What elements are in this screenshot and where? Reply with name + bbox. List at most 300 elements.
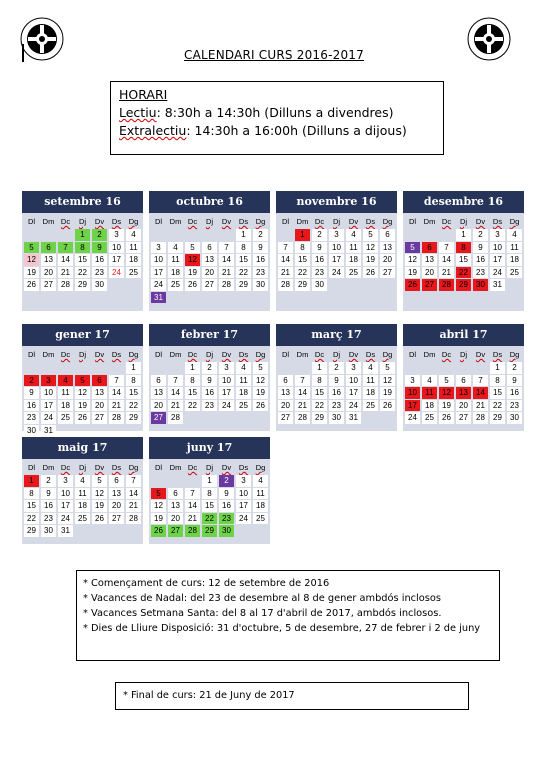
- horari-box: [110, 81, 444, 155]
- day-cell: 2: [202, 362, 217, 374]
- day-cell: 14: [439, 254, 454, 266]
- day-cell: 10: [346, 375, 361, 387]
- day-of-week-label: Dg: [255, 217, 266, 226]
- day-cell: 2: [507, 362, 522, 374]
- day-cell: 16: [507, 387, 522, 399]
- day-cell: 28: [58, 279, 73, 291]
- day-cell: 26: [253, 400, 268, 412]
- day-cell: 10: [58, 488, 73, 500]
- day-cell: 12: [380, 375, 395, 387]
- note-easter: * Vacances Setmana Santa: del 8 al 17 d'abril de 2017, ambdós inclosos.: [83, 608, 442, 619]
- note-start: * Començament de curs: 12 de setembre de 2016: [83, 578, 330, 589]
- day-of-week-label: Dg: [509, 350, 520, 359]
- day-cell: 18: [126, 254, 141, 266]
- day-cell: 21: [219, 267, 234, 279]
- day-of-week-label: Dg: [382, 217, 393, 226]
- day-cell: 19: [185, 267, 200, 279]
- day-cell: 9: [329, 375, 344, 387]
- day-cell: 7: [126, 475, 141, 487]
- day-cell: 12: [253, 375, 268, 387]
- day-cell: 21: [473, 400, 488, 412]
- day-cell: 21: [126, 500, 141, 512]
- day-cell: 26: [439, 412, 454, 424]
- day-cell: 3: [219, 362, 234, 374]
- day-cell: 15: [202, 500, 217, 512]
- day-cell-red: 3: [41, 375, 56, 387]
- day-cell: 29: [490, 412, 505, 424]
- day-cell-red: 22: [456, 267, 471, 279]
- day-cell: 29: [75, 279, 90, 291]
- day-cell: 17: [490, 254, 505, 266]
- day-cell-green: 8: [75, 242, 90, 254]
- empty-day-cell: [473, 362, 488, 374]
- day-cell: 18: [58, 400, 73, 412]
- day-cell-red: 2: [24, 375, 39, 387]
- day-cell: 22: [490, 400, 505, 412]
- day-cell: 10: [151, 254, 166, 266]
- month-title: gener 17: [22, 324, 143, 346]
- day-cell: 10: [490, 242, 505, 254]
- day-cell: 15: [185, 387, 200, 399]
- day-cell: 2: [41, 475, 56, 487]
- day-cell-red: 5: [75, 375, 90, 387]
- day-of-week-label: Dl: [154, 463, 163, 472]
- day-cell: 14: [109, 387, 124, 399]
- day-cell: 3: [346, 362, 361, 374]
- day-of-week-label: Dc: [60, 217, 71, 226]
- day-cell: 1: [312, 362, 327, 374]
- day-cell: 20: [151, 400, 166, 412]
- day-cell: 17: [236, 500, 251, 512]
- month-title: setembre 16: [22, 191, 143, 213]
- day-cell: 13: [109, 488, 124, 500]
- day-cell: 3: [490, 229, 505, 241]
- day-cell: 30: [92, 279, 107, 291]
- day-cell: 27: [41, 279, 56, 291]
- day-cell: 3: [109, 229, 124, 241]
- day-cell: 31: [490, 279, 505, 291]
- note-free-days: * Dies de Lliure Disposició: 31 d'octubre, 5 de desembre, 27 de febrer i 2 de juny: [83, 623, 481, 634]
- empty-day-cell: [151, 229, 166, 241]
- empty-day-cell: [168, 475, 183, 487]
- day-cell-red: 4: [58, 375, 73, 387]
- empty-day-cell: [151, 362, 166, 374]
- month-calendar: [276, 324, 397, 431]
- month-calendar: [149, 437, 270, 544]
- note-christmas: * Vacances de Nadal: del 23 de desembre al 8 de gener ambdós inclosos: [83, 593, 441, 604]
- day-cell: 8: [236, 242, 251, 254]
- day-cell-green: 27: [168, 525, 183, 537]
- day-cell: 17: [346, 387, 361, 399]
- day-of-week-label: Dl: [281, 217, 290, 226]
- day-cell: 19: [151, 513, 166, 525]
- day-cell: 18: [253, 500, 268, 512]
- day-cell: 9: [473, 242, 488, 254]
- month-title: novembre 16: [276, 191, 397, 213]
- day-cell: 14: [185, 500, 200, 512]
- day-of-week-label: Dl: [27, 217, 36, 226]
- day-cell: 22: [24, 513, 39, 525]
- day-cell: 4: [507, 229, 522, 241]
- day-cell: 3: [329, 229, 344, 241]
- day-cell: 16: [41, 500, 56, 512]
- month-days-grid: [403, 346, 524, 426]
- day-cell: 4: [126, 229, 141, 241]
- day-of-week-label: Dg: [255, 350, 266, 359]
- day-cell: 24: [58, 513, 73, 525]
- day-cell: 29: [126, 412, 141, 424]
- day-cell: 24: [490, 267, 505, 279]
- day-cell: 19: [92, 500, 107, 512]
- day-cell: 13: [151, 387, 166, 399]
- day-cell: 3: [236, 475, 251, 487]
- day-cell: 24: [41, 412, 56, 424]
- day-of-week-label: Dg: [128, 463, 139, 472]
- day-of-week-label: Ds: [365, 350, 376, 359]
- day-cell: 7: [219, 242, 234, 254]
- day-cell: 8: [202, 488, 217, 500]
- day-cell: 16: [202, 387, 217, 399]
- day-of-week-label: Dl: [408, 217, 417, 226]
- day-cell: 20: [168, 513, 183, 525]
- empty-day-cell: [58, 362, 73, 374]
- day-cell: 20: [109, 500, 124, 512]
- day-cell: 8: [185, 375, 200, 387]
- month-days-grid: [276, 346, 397, 426]
- day-cell-green: 7: [58, 242, 73, 254]
- empty-day-cell: [92, 362, 107, 374]
- day-cell: 27: [109, 513, 124, 525]
- day-cell: 30: [253, 279, 268, 291]
- month-calendar: [22, 191, 143, 311]
- day-of-week-label: Dv: [221, 463, 232, 472]
- day-cell: 24: [405, 412, 420, 424]
- day-cell: 4: [422, 375, 437, 387]
- day-cell-green: 1: [75, 229, 90, 241]
- notes-box: [76, 570, 500, 661]
- day-cell: 12: [151, 500, 166, 512]
- day-cell: 7: [168, 375, 183, 387]
- day-cell: 30: [24, 425, 39, 437]
- month-calendar: [403, 324, 524, 431]
- day-of-week-label: Dv: [475, 350, 486, 359]
- day-cell: 23: [41, 513, 56, 525]
- day-of-week-label: Dm: [42, 350, 55, 359]
- empty-day-cell: [75, 362, 90, 374]
- empty-day-cell: [168, 362, 183, 374]
- day-cell: 6: [109, 475, 124, 487]
- day-cell: 10: [219, 375, 234, 387]
- day-cell-green: 26: [151, 525, 166, 537]
- empty-day-cell: [185, 229, 200, 241]
- day-cell-red: 14: [473, 387, 488, 399]
- day-cell: 26: [363, 267, 378, 279]
- day-cell: 19: [405, 267, 420, 279]
- day-cell: 25: [58, 412, 73, 424]
- day-cell: 13: [422, 254, 437, 266]
- day-of-week-label: Ds: [492, 350, 503, 359]
- day-cell: 23: [507, 400, 522, 412]
- day-cell: 8: [126, 375, 141, 387]
- day-cell-red: 10: [405, 387, 420, 399]
- day-cell: 5: [363, 229, 378, 241]
- day-cell-red: 12: [439, 387, 454, 399]
- day-of-week-label: Dm: [296, 350, 309, 359]
- day-of-week-label: Dj: [78, 350, 87, 359]
- day-cell: 28: [109, 412, 124, 424]
- empty-day-cell: [185, 475, 200, 487]
- day-cell-red: 6: [422, 242, 437, 254]
- horari-lectiu: [119, 104, 435, 122]
- day-cell: 20: [41, 267, 56, 279]
- empty-day-cell: [422, 229, 437, 241]
- day-of-week-label: Dj: [459, 217, 468, 226]
- day-cell: 4: [253, 475, 268, 487]
- day-cell: 12: [363, 242, 378, 254]
- day-of-week-label: Dg: [382, 350, 393, 359]
- day-cell: 1: [236, 229, 251, 241]
- day-cell: 6: [202, 242, 217, 254]
- month-title: abril 17: [403, 324, 524, 346]
- day-cell: 17: [58, 500, 73, 512]
- day-of-week-label: Dj: [205, 463, 214, 472]
- day-cell: 10: [41, 387, 56, 399]
- month-days-grid: [149, 346, 270, 426]
- day-cell: 8: [295, 242, 310, 254]
- day-cell: 21: [168, 400, 183, 412]
- day-of-week-label: Dm: [42, 217, 55, 226]
- day-of-week-label: Dj: [78, 463, 87, 472]
- day-cell-red: 30: [473, 279, 488, 291]
- day-cell: 13: [168, 500, 183, 512]
- day-cell: 11: [58, 387, 73, 399]
- day-cell: 2: [473, 229, 488, 241]
- day-cell: 23: [92, 267, 107, 279]
- day-cell: 28: [219, 279, 234, 291]
- empty-day-cell: [422, 362, 437, 374]
- day-cell: 28: [168, 412, 183, 424]
- day-of-week-label: Dc: [187, 217, 198, 226]
- day-cell: 7: [185, 488, 200, 500]
- final-note-box: [115, 682, 469, 710]
- day-of-week-label: Dg: [255, 463, 266, 472]
- day-cell: 17: [219, 387, 234, 399]
- empty-day-cell: [109, 362, 124, 374]
- day-cell: 21: [109, 400, 124, 412]
- day-cell: 16: [473, 254, 488, 266]
- day-cell: 4: [168, 242, 183, 254]
- day-cell: 17: [109, 254, 124, 266]
- day-cell: 1: [456, 229, 471, 241]
- day-cell: 22: [75, 267, 90, 279]
- day-cell: 13: [92, 387, 107, 399]
- day-cell-red: 27: [422, 279, 437, 291]
- day-cell-pink: 12: [24, 254, 39, 266]
- day-cell: 8: [490, 375, 505, 387]
- day-cell: 16: [219, 500, 234, 512]
- day-cell: 9: [24, 387, 39, 399]
- horari-title: HORARI: [119, 87, 168, 102]
- day-cell-green: 28: [185, 525, 200, 537]
- empty-day-cell: [439, 362, 454, 374]
- day-cell: 16: [92, 254, 107, 266]
- day-cell: 7: [109, 375, 124, 387]
- day-cell: 13: [41, 254, 56, 266]
- day-cell: 10: [236, 488, 251, 500]
- day-cell: 9: [312, 242, 327, 254]
- month-title: maig 17: [22, 437, 143, 459]
- day-cell-green: 23: [219, 513, 234, 525]
- day-cell: 28: [473, 412, 488, 424]
- day-cell: 8: [312, 375, 327, 387]
- day-cell: 22: [295, 267, 310, 279]
- month-calendar: [403, 191, 524, 311]
- day-cell: 18: [507, 254, 522, 266]
- day-of-week-label: Dc: [187, 463, 198, 472]
- day-cell: 12: [405, 254, 420, 266]
- day-cell: 5: [380, 362, 395, 374]
- day-cell-red: 5: [151, 488, 166, 500]
- day-cell: 19: [253, 387, 268, 399]
- day-cell: 30: [41, 525, 56, 537]
- day-cell: 23: [202, 400, 217, 412]
- day-cell: 27: [202, 279, 217, 291]
- day-cell: 13: [380, 242, 395, 254]
- day-cell: 22: [185, 400, 200, 412]
- day-cell: 25: [75, 513, 90, 525]
- day-cell: 9: [253, 242, 268, 254]
- day-cell: 19: [24, 267, 39, 279]
- day-cell: 3: [58, 475, 73, 487]
- day-cell: 24: [151, 279, 166, 291]
- day-of-week-label: Dg: [128, 350, 139, 359]
- day-cell-green: 5: [24, 242, 39, 254]
- day-cell-red: 29: [456, 279, 471, 291]
- day-of-week-label: Dm: [423, 350, 436, 359]
- day-cell: 1: [126, 362, 141, 374]
- day-cell: 16: [312, 254, 327, 266]
- day-cell: 18: [363, 387, 378, 399]
- day-cell: 25: [346, 267, 361, 279]
- day-of-week-label: Dm: [169, 217, 182, 226]
- day-cell: 20: [422, 267, 437, 279]
- day-of-week-label: Ds: [365, 217, 376, 226]
- day-of-week-label: Ds: [111, 217, 122, 226]
- day-cell: 15: [456, 254, 471, 266]
- day-cell: 26: [185, 279, 200, 291]
- empty-day-cell: [41, 229, 56, 241]
- day-cell-red: 17: [405, 400, 420, 412]
- day-cell: 5: [92, 475, 107, 487]
- day-cell-green: 29: [202, 525, 217, 537]
- day-cell-red: 13: [456, 387, 471, 399]
- day-of-week-label: Dj: [459, 350, 468, 359]
- day-cell-green: 6: [41, 242, 56, 254]
- day-of-week-label: Dc: [60, 350, 71, 359]
- month-calendar: [276, 191, 397, 311]
- day-cell: 26: [92, 513, 107, 525]
- day-cell: 9: [202, 375, 217, 387]
- month-title: febrer 17: [149, 324, 270, 346]
- day-cell: 18: [75, 500, 90, 512]
- day-cell: 22: [312, 400, 327, 412]
- day-cell: 31: [41, 425, 56, 437]
- day-of-week-label: Ds: [238, 463, 249, 472]
- day-cell: 15: [75, 254, 90, 266]
- day-cell: 30: [312, 279, 327, 291]
- day-cell: 27: [456, 412, 471, 424]
- day-cell-red: 11: [422, 387, 437, 399]
- empty-day-cell: [219, 229, 234, 241]
- day-cell: 29: [295, 279, 310, 291]
- day-cell: 10: [329, 242, 344, 254]
- day-cell: 11: [126, 242, 141, 254]
- day-cell: 4: [236, 362, 251, 374]
- day-cell: 13: [202, 254, 217, 266]
- day-cell: 1: [185, 362, 200, 374]
- day-cell: 2: [253, 229, 268, 241]
- day-cell: 25: [422, 412, 437, 424]
- extralectiu-hours: : 14:30h a 16:00h (Dilluns a dijous): [186, 123, 407, 138]
- day-of-week-label: Dl: [154, 217, 163, 226]
- day-cell: 14: [168, 387, 183, 399]
- day-cell: 17: [151, 267, 166, 279]
- day-cell: 17: [41, 400, 56, 412]
- month-calendar: [22, 324, 143, 435]
- day-cell: 10: [109, 242, 124, 254]
- day-of-week-label: Dc: [314, 217, 325, 226]
- day-cell: 18: [168, 267, 183, 279]
- day-of-week-label: Dm: [296, 217, 309, 226]
- day-of-week-label: Dc: [314, 350, 325, 359]
- day-cell: 5: [185, 242, 200, 254]
- day-cell-green: 9: [92, 242, 107, 254]
- day-cell: 25: [236, 400, 251, 412]
- day-cell-green: 30: [219, 525, 234, 537]
- empty-day-cell: [58, 229, 73, 241]
- day-cell: 27: [278, 412, 293, 424]
- day-cell: 25: [168, 279, 183, 291]
- day-cell: 9: [219, 488, 234, 500]
- day-cell: 11: [75, 488, 90, 500]
- day-of-week-label: Dc: [187, 350, 198, 359]
- empty-day-cell: [278, 362, 293, 374]
- empty-day-cell: [456, 362, 471, 374]
- day-of-week-label: Dg: [509, 217, 520, 226]
- day-of-week-label: Dm: [169, 463, 182, 472]
- day-cell: 15: [490, 387, 505, 399]
- day-of-week-label: Dl: [154, 350, 163, 359]
- day-cell: 6: [278, 375, 293, 387]
- day-cell: 20: [456, 400, 471, 412]
- day-cell: 16: [24, 400, 39, 412]
- day-cell: 24: [329, 267, 344, 279]
- day-cell-red: 28: [439, 279, 454, 291]
- day-cell: 20: [380, 254, 395, 266]
- day-cell: 20: [278, 400, 293, 412]
- day-cell: 4: [75, 475, 90, 487]
- day-cell: 25: [126, 267, 141, 279]
- day-of-week-label: Ds: [111, 350, 122, 359]
- day-cell-redtext: 24: [109, 267, 124, 279]
- day-of-week-label: Dj: [205, 217, 214, 226]
- day-of-week-label: Dc: [441, 217, 452, 226]
- day-cell: 31: [346, 412, 361, 424]
- day-of-week-label: Dv: [221, 217, 232, 226]
- day-cell: 4: [346, 229, 361, 241]
- empty-day-cell: [168, 229, 183, 241]
- day-cell: 23: [253, 267, 268, 279]
